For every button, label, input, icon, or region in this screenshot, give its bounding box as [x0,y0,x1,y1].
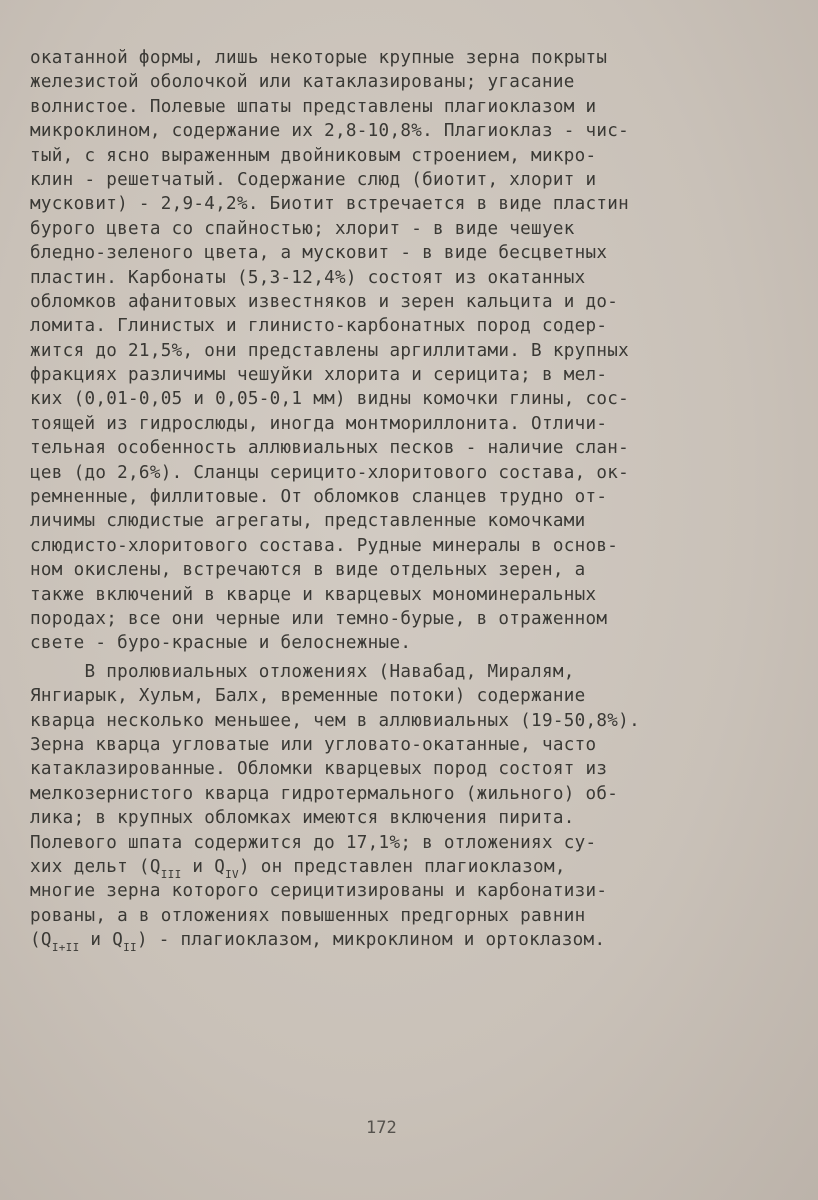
text-line: цев (до 2,6%). Сланцы серицито-хлоритового состава, ок- [30,462,630,483]
text-line: обломков афанитовых известняков и зерен кальцита и до- [30,291,619,312]
text-line: мелкозернистого кварца гидротермального (жильного) об- [30,783,619,804]
text-line: бледно-зеленого цвета, а мусковит - в виде бесцветных [30,243,608,264]
paragraph-2 [30,656,806,855]
text-line: свете - буро-красные и белоснежные. [30,633,412,654]
paragraph-1 [30,46,806,656]
text-line-q1: хих дельт ($Q_{III}$ и $Q_{IV}$) он представлен плагиоклазом, [30,856,566,881]
text-line: рованы, а в отложениях повышенных предгорных равнин [30,905,586,926]
text-line: слюдисто-хлоритового состава. Рудные минералы в основ- [30,535,619,556]
text-line: Янгиарык, Хульм, Балх, временные потоки) содержание [30,686,586,707]
body-text [30,46,806,955]
text-line: жится до 21,5%, они представлены аргиллитами. В крупных [30,340,630,361]
text-line: пластин. Карбонаты (5,3-12,4%) состоят из окатанных [30,267,586,288]
text-line: В пролювиальных отложениях (Навабад, Миралям, [30,661,575,682]
text-line: тый, с ясно выраженным двойниковым строением, микро- [30,145,597,166]
page-number: 172 [366,1118,397,1138]
text-line: мусковит) - 2,9-4,2%. Биотит встречается в виде пластин [30,194,630,215]
text-line: многие зерна которого серицитизированы и карбонатизи- [30,881,608,902]
text-line: ких (0,01-0,05 и 0,05-0,1 мм) видны комочки глины, сос- [30,389,630,410]
text-line: ломита. Глинистых и глинисто-карбонатных пород содер- [30,316,608,337]
text-line: также включений в кварце и кварцевых мономинеральных [30,584,597,605]
text-line: клин - решетчатый. Содержание слюд (биотит, хлорит и [30,169,597,190]
text-line: Полевого шпата содержится до 17,1%; в отложениях су- [30,832,597,853]
text-line: тельная особенность аллювиальных песков - наличие слан- [30,438,630,459]
text-line: железистой оболочкой или катаклазированы; угасание [30,72,575,93]
text-line: окатанной формы, лишь некоторые крупные зерна покрыты [30,48,608,68]
text-line: породах; все они черные или темно-бурые, в отраженном [30,608,608,629]
text-line: кварца несколько меньшее, чем в аллювиальных (19-50,8%). [30,710,640,731]
text-line: личимы слюдистые агрегаты, представленные комочками [30,511,586,532]
text-line: тоящей из гидрослюды, иногда монтмориллонита. Отличи- [30,413,608,434]
text-line: катаклазированные. Обломки кварцевых пород состоят из [30,759,608,780]
text-line: ном окислены, встречаются в виде отдельных зерен, а [30,560,586,581]
text-line-q2: ($Q_{I+II}$ и $Q_{II}$) - плагиоклазом, микроклином и ортоклазом. [30,930,606,955]
text-line: фракциях различимы чешуйки хлорита и серицита; в мел- [30,365,608,386]
text-line: лика; в крупных обломках имеются включения пирита. [30,808,575,829]
text-line: бурого цвета со спайностью; хлорит - в виде чешуек [30,218,575,239]
text-line: ремненные, филлитовые. От обломков сланцев трудно от- [30,487,608,508]
paragraph-2-rest [30,879,806,928]
text-line: микроклином, содержание их 2,8-10,8%. Плагиоклаз - чис- [30,121,630,142]
text-line: волнистое. Полевые шпаты представлены плагиоклазом и [30,96,597,117]
text-line: Зерна кварца угловатые или угловато-окатанные, часто [30,734,597,755]
